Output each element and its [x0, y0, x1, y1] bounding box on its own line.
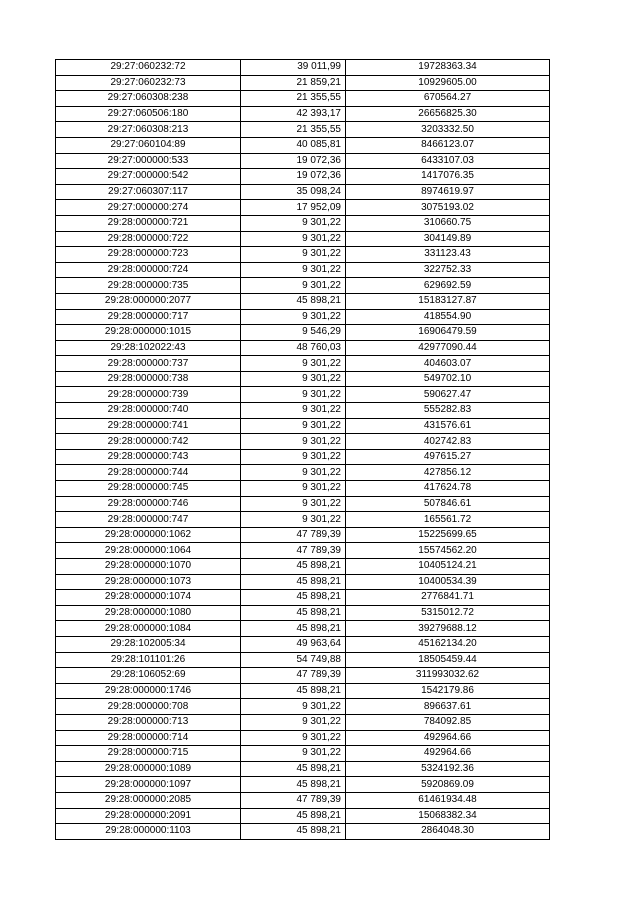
area-value-cell: 9 301,22 [241, 434, 346, 450]
area-value-cell: 9 301,22 [241, 215, 346, 231]
cadastral-value-cell: 896637.61 [346, 699, 550, 715]
area-value-cell: 9 301,22 [241, 465, 346, 481]
cadastral-number-cell: 29:28:000000:708 [56, 699, 241, 715]
area-value-cell: 45 898,21 [241, 605, 346, 621]
table-row [56, 75, 550, 91]
table-row [56, 543, 550, 559]
cadastral-number-cell: 29:27:060307:117 [56, 184, 241, 200]
area-value-cell: 9 301,22 [241, 278, 346, 294]
cadastral-number-cell: 29:28:000000:1084 [56, 621, 241, 637]
area-value-cell: 42 393,17 [241, 106, 346, 122]
area-value-cell: 9 301,22 [241, 714, 346, 730]
table-row [56, 215, 550, 231]
cadastral-number-cell: 29:28:000000:717 [56, 309, 241, 325]
area-value-cell: 9 546,29 [241, 325, 346, 341]
cadastral-number-cell: 29:28:000000:746 [56, 496, 241, 512]
area-value-cell: 45 898,21 [241, 777, 346, 793]
cadastral-value-cell: 10405124.21 [346, 559, 550, 575]
table-row [56, 293, 550, 309]
area-value-cell: 35 098,24 [241, 184, 346, 200]
table-row [56, 683, 550, 699]
cadastral-number-cell: 29:28:000000:721 [56, 215, 241, 231]
cadastral-value-cell: 2864048.30 [346, 824, 550, 840]
cadastral-number-cell: 29:27:000000:542 [56, 169, 241, 185]
cadastral-number-cell: 29:28:000000:1746 [56, 683, 241, 699]
area-value-cell: 9 301,22 [241, 496, 346, 512]
table-row [56, 714, 550, 730]
cadastral-value-cell: 10929605.00 [346, 75, 550, 91]
table-row [56, 761, 550, 777]
area-value-cell: 45 898,21 [241, 590, 346, 606]
cadastral-value-cell: 3203332.50 [346, 122, 550, 138]
table-row [56, 652, 550, 668]
cadastral-number-cell: 29:28:000000:1064 [56, 543, 241, 559]
table-row [56, 636, 550, 652]
area-value-cell: 9 301,22 [241, 730, 346, 746]
cadastral-number-cell: 29:28:000000:723 [56, 247, 241, 263]
table-row [56, 309, 550, 325]
table-row [56, 527, 550, 543]
cadastral-number-cell: 29:28:000000:1070 [56, 559, 241, 575]
cadastral-number-cell: 29:27:000000:533 [56, 153, 241, 169]
table-row [56, 699, 550, 715]
table-row [56, 434, 550, 450]
cadastral-number-cell: 29:28:000000:713 [56, 714, 241, 730]
cadastral-value-cell: 555282.83 [346, 403, 550, 419]
cadastral-value-cell: 5315012.72 [346, 605, 550, 621]
area-value-cell: 9 301,22 [241, 387, 346, 403]
cadastral-number-cell: 29:27:060232:72 [56, 60, 241, 76]
cadastral-number-cell: 29:28:000000:714 [56, 730, 241, 746]
table-row [56, 278, 550, 294]
table-row [56, 481, 550, 497]
area-value-cell: 9 301,22 [241, 262, 346, 278]
cadastral-value-cell: 402742.83 [346, 434, 550, 450]
area-value-cell: 9 301,22 [241, 512, 346, 528]
area-value-cell: 45 898,21 [241, 293, 346, 309]
cadastral-number-cell: 29:28:000000:1080 [56, 605, 241, 621]
table-row [56, 730, 550, 746]
table-row [56, 403, 550, 419]
table-body [56, 60, 550, 840]
table-row [56, 340, 550, 356]
cadastral-value-cell: 15183127.87 [346, 293, 550, 309]
cadastral-value-cell: 5920869.09 [346, 777, 550, 793]
area-value-cell: 9 301,22 [241, 481, 346, 497]
cadastral-value-cell: 417624.78 [346, 481, 550, 497]
cadastral-value-cell: 19728363.34 [346, 60, 550, 76]
table-row [56, 91, 550, 107]
cadastral-number-cell: 29:28:106052:69 [56, 668, 241, 684]
cadastral-value-cell: 15068382.34 [346, 808, 550, 824]
area-value-cell: 49 963,64 [241, 636, 346, 652]
table-row [56, 60, 550, 76]
cadastral-number-cell: 29:27:060104:89 [56, 137, 241, 153]
table-row [56, 621, 550, 637]
cadastral-value-cell: 497615.27 [346, 449, 550, 465]
table-row [56, 668, 550, 684]
table-row [56, 808, 550, 824]
cadastral-number-cell: 29:28:000000:2077 [56, 293, 241, 309]
cadastral-number-cell: 29:28:000000:747 [56, 512, 241, 528]
cadastral-value-cell: 15574562.20 [346, 543, 550, 559]
cadastral-number-cell: 29:28:000000:1089 [56, 761, 241, 777]
table-row [56, 496, 550, 512]
table-row [56, 387, 550, 403]
area-value-cell: 45 898,21 [241, 559, 346, 575]
cadastral-value-cell: 418554.90 [346, 309, 550, 325]
table-row [56, 262, 550, 278]
table-row [56, 200, 550, 216]
table-row [56, 231, 550, 247]
area-value-cell: 9 301,22 [241, 356, 346, 372]
cadastral-value-cell: 427856.12 [346, 465, 550, 481]
cadastral-number-cell: 29:28:000000:738 [56, 371, 241, 387]
area-value-cell: 19 072,36 [241, 153, 346, 169]
cadastral-number-cell: 29:28:000000:742 [56, 434, 241, 450]
cadastral-value-cell: 492964.66 [346, 746, 550, 762]
cadastral-number-cell: 29:28:000000:715 [56, 746, 241, 762]
table-row [56, 777, 550, 793]
area-value-cell: 45 898,21 [241, 621, 346, 637]
cadastral-number-cell: 29:27:000000:274 [56, 200, 241, 216]
area-value-cell: 54 749,88 [241, 652, 346, 668]
cadastral-value-cell: 404603.07 [346, 356, 550, 372]
area-value-cell: 21 355,55 [241, 122, 346, 138]
cadastral-number-cell: 29:28:000000:745 [56, 481, 241, 497]
cadastral-number-cell: 29:28:000000:1103 [56, 824, 241, 840]
table-row [56, 106, 550, 122]
area-value-cell: 9 301,22 [241, 309, 346, 325]
table-row [56, 325, 550, 341]
cadastral-value-cell: 507846.61 [346, 496, 550, 512]
area-value-cell: 47 789,39 [241, 792, 346, 808]
cadastral-value-cell: 549702.10 [346, 371, 550, 387]
area-value-cell: 9 301,22 [241, 231, 346, 247]
cadastral-value-cell: 311993032.62 [346, 668, 550, 684]
cadastral-value-cell: 165561.72 [346, 512, 550, 528]
area-value-cell: 40 085,81 [241, 137, 346, 153]
area-value-cell: 9 301,22 [241, 449, 346, 465]
cadastral-value-cell: 39279688.12 [346, 621, 550, 637]
cadastral-value-cell: 784092.85 [346, 714, 550, 730]
cadastral-value-cell: 304149.89 [346, 231, 550, 247]
cadastral-value-cell: 16906479.59 [346, 325, 550, 341]
area-value-cell: 45 898,21 [241, 761, 346, 777]
cadastral-number-cell: 29:28:000000:1015 [56, 325, 241, 341]
table-row [56, 605, 550, 621]
table-row [56, 465, 550, 481]
area-value-cell: 45 898,21 [241, 824, 346, 840]
area-value-cell: 9 301,22 [241, 746, 346, 762]
cadastral-number-cell: 29:28:102005:34 [56, 636, 241, 652]
cadastral-number-cell: 29:28:000000:1062 [56, 527, 241, 543]
cadastral-number-cell: 29:28:000000:2091 [56, 808, 241, 824]
table-row [56, 371, 550, 387]
cadastral-value-cell: 492964.66 [346, 730, 550, 746]
cadastral-number-cell: 29:28:000000:739 [56, 387, 241, 403]
table-row [56, 824, 550, 840]
cadastral-number-cell: 29:28:000000:722 [56, 231, 241, 247]
cadastral-value-cell: 42977090.44 [346, 340, 550, 356]
area-value-cell: 9 301,22 [241, 418, 346, 434]
cadastral-number-cell: 29:28:000000:743 [56, 449, 241, 465]
cadastral-value-cell: 3075193.02 [346, 200, 550, 216]
area-value-cell: 17 952,09 [241, 200, 346, 216]
area-value-cell: 45 898,21 [241, 808, 346, 824]
area-value-cell: 19 072,36 [241, 169, 346, 185]
table-row [56, 792, 550, 808]
area-value-cell: 9 301,22 [241, 699, 346, 715]
table-row [56, 512, 550, 528]
cadastral-value-cell: 670564.27 [346, 91, 550, 107]
cadastral-number-cell: 29:28:000000:737 [56, 356, 241, 372]
cadastral-value-cell: 1417076.35 [346, 169, 550, 185]
area-value-cell: 39 011,99 [241, 60, 346, 76]
table-row [56, 574, 550, 590]
cadastral-value-cell: 590627.47 [346, 387, 550, 403]
cadastral-number-cell: 29:28:101101:26 [56, 652, 241, 668]
area-value-cell: 45 898,21 [241, 574, 346, 590]
cadastral-value-cell: 431576.61 [346, 418, 550, 434]
cadastral-number-cell: 29:28:000000:744 [56, 465, 241, 481]
cadastral-number-cell: 29:27:060232:73 [56, 75, 241, 91]
table-row [56, 559, 550, 575]
area-value-cell: 9 301,22 [241, 371, 346, 387]
cadastral-value-cell: 26656825.30 [346, 106, 550, 122]
area-value-cell: 47 789,39 [241, 527, 346, 543]
cadastral-value-cell: 629692.59 [346, 278, 550, 294]
cadastral-number-cell: 29:28:102022:43 [56, 340, 241, 356]
cadastral-value-cell: 8974619.97 [346, 184, 550, 200]
cadastral-number-cell: 29:27:060308:213 [56, 122, 241, 138]
area-value-cell: 21 859,21 [241, 75, 346, 91]
area-value-cell: 48 760,03 [241, 340, 346, 356]
cadastral-value-cell: 310660.75 [346, 215, 550, 231]
table-row [56, 247, 550, 263]
table-row [56, 153, 550, 169]
table-row [56, 356, 550, 372]
cadastral-number-cell: 29:27:060506:180 [56, 106, 241, 122]
cadastral-value-cell: 15225699.65 [346, 527, 550, 543]
cadastral-value-cell: 1542179.86 [346, 683, 550, 699]
cadastral-number-cell: 29:28:000000:740 [56, 403, 241, 419]
cadastral-number-cell: 29:28:000000:2085 [56, 792, 241, 808]
cadastral-value-table [55, 59, 550, 840]
table-row [56, 590, 550, 606]
cadastral-value-cell: 45162134.20 [346, 636, 550, 652]
cadastral-value-cell: 10400534.39 [346, 574, 550, 590]
area-value-cell: 47 789,39 [241, 668, 346, 684]
area-value-cell: 45 898,21 [241, 683, 346, 699]
cadastral-value-cell: 322752.33 [346, 262, 550, 278]
cadastral-value-cell: 6433107.03 [346, 153, 550, 169]
cadastral-number-cell: 29:28:000000:1097 [56, 777, 241, 793]
cadastral-value-cell: 61461934.48 [346, 792, 550, 808]
cadastral-value-cell: 18505459.44 [346, 652, 550, 668]
table-row [56, 169, 550, 185]
table-row [56, 746, 550, 762]
table-row [56, 418, 550, 434]
cadastral-value-cell: 2776841.71 [346, 590, 550, 606]
cadastral-number-cell: 29:28:000000:1074 [56, 590, 241, 606]
table-row [56, 122, 550, 138]
area-value-cell: 47 789,39 [241, 543, 346, 559]
cadastral-value-cell: 8466123.07 [346, 137, 550, 153]
cadastral-number-cell: 29:28:000000:724 [56, 262, 241, 278]
table-row [56, 184, 550, 200]
table-row [56, 137, 550, 153]
area-value-cell: 21 355,55 [241, 91, 346, 107]
area-value-cell: 9 301,22 [241, 403, 346, 419]
cadastral-value-cell: 5324192.36 [346, 761, 550, 777]
area-value-cell: 9 301,22 [241, 247, 346, 263]
cadastral-number-cell: 29:28:000000:1073 [56, 574, 241, 590]
table-row [56, 449, 550, 465]
cadastral-number-cell: 29:28:000000:741 [56, 418, 241, 434]
cadastral-value-cell: 331123.43 [346, 247, 550, 263]
cadastral-number-cell: 29:27:060308:238 [56, 91, 241, 107]
cadastral-number-cell: 29:28:000000:735 [56, 278, 241, 294]
